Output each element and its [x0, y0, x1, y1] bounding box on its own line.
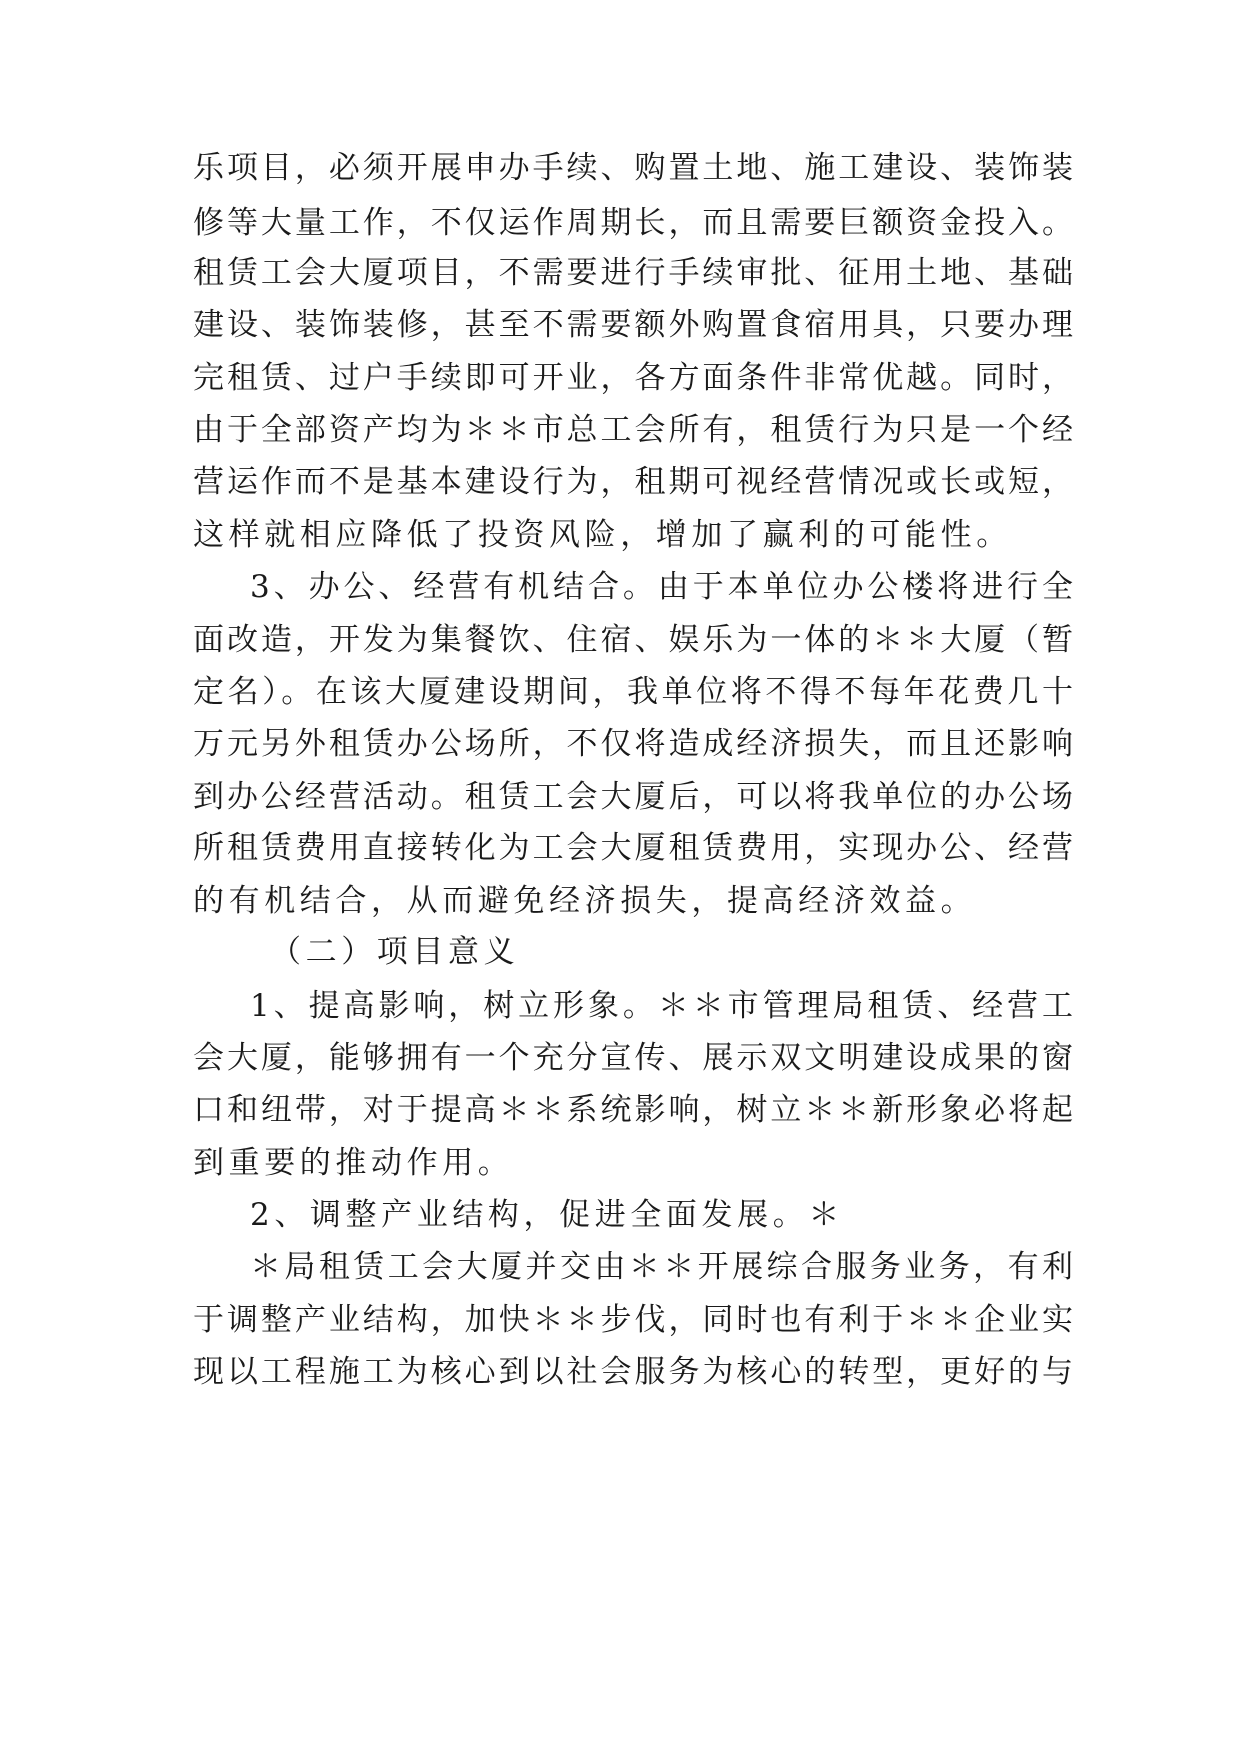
body-text-line: 于调整产业结构，加快＊＊步伐，同时也有利于＊＊企业实: [193, 1302, 1073, 1338]
numbered-paragraph-line: 3、办公、经营有机结合。由于本单位办公楼将进行全: [250, 569, 1073, 605]
body-text-line: 到办公经营活动。租赁工会大厦后，可以将我单位的办公场: [193, 779, 1073, 815]
body-text-line: 会大厦，能够拥有一个充分宣传、展示双文明建设成果的窗: [193, 1040, 1073, 1076]
numbered-paragraph-line: 1、提高影响，树立形象。＊＊市管理局租赁、经营工: [250, 988, 1073, 1024]
body-text-line: 面改造，开发为集餐饮、住宿、娱乐为一体的＊＊大厦（暂: [193, 622, 1073, 658]
body-text-line: 现以工程施工为核心到以社会服务为核心的转型，更好的与: [193, 1354, 1073, 1390]
body-text-line: 的有机结合，从而避免经济损失，提高经济效益。: [193, 883, 977, 919]
body-text-line: 所租赁费用直接转化为工会大厦租赁费用，实现办公、经营: [193, 830, 1073, 866]
body-text-line: 完租赁、过户手续即可开业，各方面条件非常优越。同时，: [193, 360, 1073, 396]
body-text-line: 租赁工会大厦项目，不需要进行手续审批、征用土地、基础: [193, 255, 1073, 291]
body-text-line: ＊局租赁工会大厦并交由＊＊开展综合服务业务，有利: [250, 1249, 1073, 1285]
section-heading: （二）项目意义: [270, 934, 520, 970]
body-text-line: 定名）。在该大厦建设期间，我单位将不得不每年花费几十: [193, 674, 1073, 710]
body-text-line: 万元另外租赁办公场所，不仅将造成经济损失，而且还影响: [193, 726, 1073, 762]
body-text-line: 到重要的推动作用。: [193, 1145, 514, 1181]
body-text-line: 建设、装饰装修，甚至不需要额外购置食宿用具，只要办理: [193, 307, 1073, 343]
numbered-paragraph-line: 2、调整产业结构，促进全面发展。＊: [250, 1197, 844, 1233]
body-text-line: 营运作而不是基本建设行为，租期可视经营情况或长或短，: [193, 464, 1073, 500]
body-text-line: 由于全部资产均为＊＊市总工会所有，租赁行为只是一个经: [193, 412, 1073, 448]
body-text-line: 修等大量工作，不仅运作周期长，而且需要巨额资金投入。: [193, 205, 1073, 241]
body-text-line: 这样就相应降低了投资风险，增加了赢利的可能性。: [193, 517, 1012, 553]
body-text-line: 乐项目，必须开展申办手续、购置土地、施工建设、装饰装: [193, 150, 1073, 186]
body-text-line: 口和纽带，对于提高＊＊系统影响，树立＊＊新形象必将起: [193, 1092, 1073, 1128]
